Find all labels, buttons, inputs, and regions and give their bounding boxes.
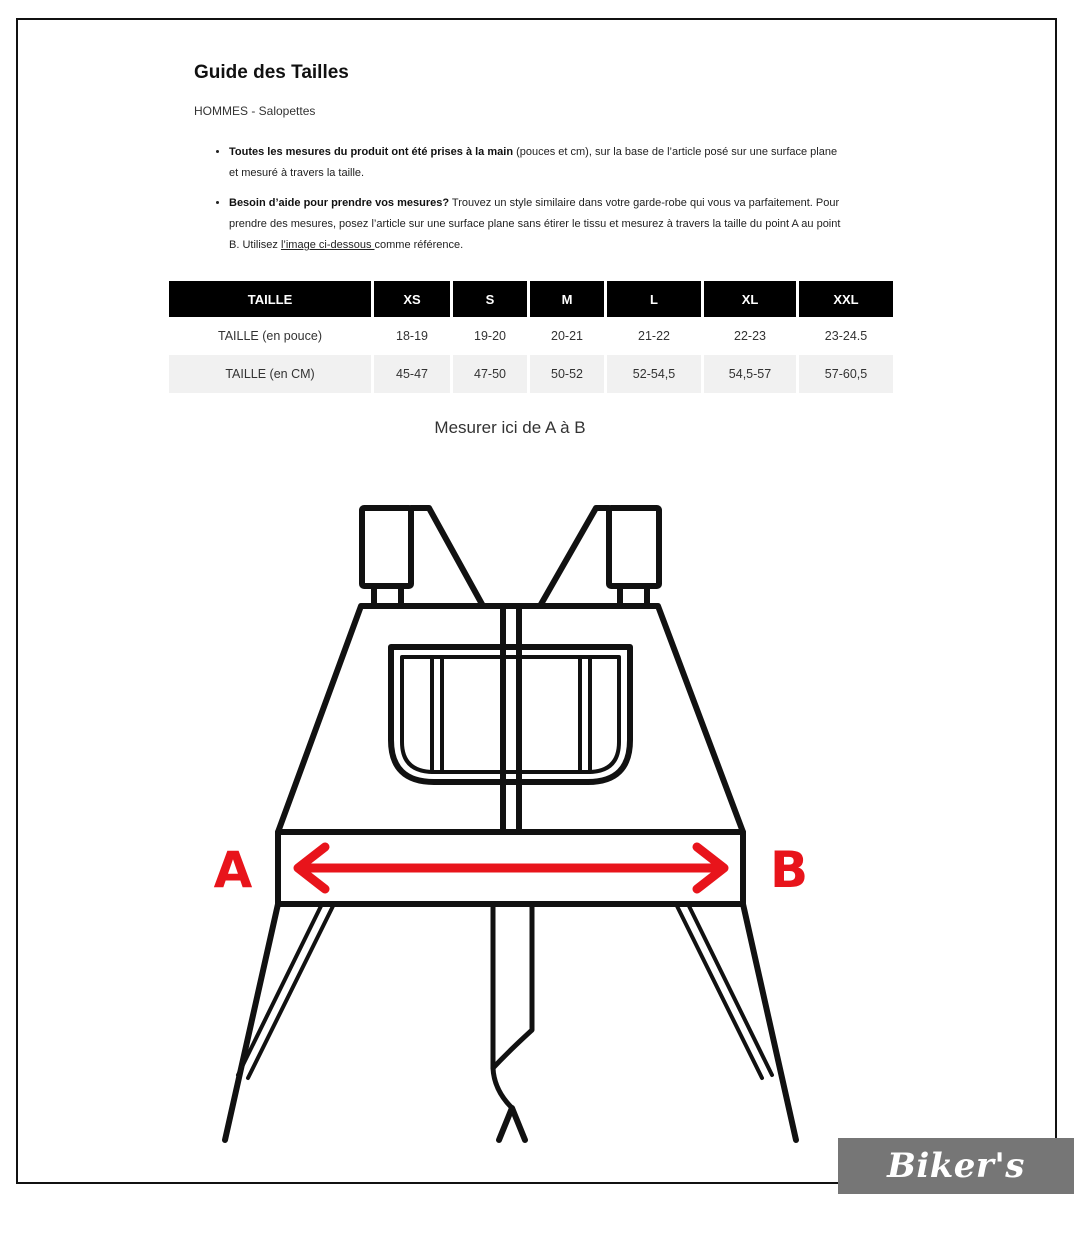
instruction-bold: Besoin d’aide pour prendre vos mesures? [229, 197, 450, 209]
header-s: S [453, 281, 527, 317]
header-xs: XS [374, 281, 450, 317]
table-cell: 19-20 [474, 329, 506, 343]
header-xl: XL [704, 281, 796, 317]
row-label: TAILLE (en CM) [169, 355, 371, 393]
table-cell: 20-21 [551, 329, 583, 343]
table-cell: 57-60,5 [799, 355, 893, 393]
crotch-seam [493, 1068, 512, 1108]
row-label: TAILLE (en pouce) [218, 329, 322, 343]
left-side-pocket [238, 904, 322, 1075]
fly-placket [493, 904, 532, 1068]
bikers-store-watermark: Biker's Store [838, 1138, 1074, 1194]
point-a-label: A [213, 841, 253, 899]
table-cell: 47-50 [453, 355, 527, 393]
instruction-bold: Toutes les mesures du produit ont été prises à la main [229, 146, 514, 158]
table-cell: 22-23 [734, 329, 766, 343]
header-l: L [607, 281, 701, 317]
page-title: Guide des Tailles [194, 62, 349, 83]
bib-pocket [391, 647, 630, 782]
right-strap [540, 508, 609, 606]
table-cell: 45-47 [374, 355, 450, 393]
header-xxl: XXL [799, 281, 893, 317]
instruction-text: (pouces et cm), sur la base de l’article posé sur une surface plane et mesuré à travers la taille. [229, 146, 838, 179]
table-cell: 54,5-57 [704, 355, 796, 393]
table-cell: 23-24.5 [824, 329, 868, 343]
left-strap [411, 508, 483, 606]
bib-pocket-inner [402, 657, 619, 772]
instruction-tail: comme référence. [374, 239, 464, 251]
table-cell: 50-52 [530, 355, 604, 393]
left-leg-outer [225, 904, 278, 1140]
table-cell: 21-22 [638, 329, 670, 343]
crotch [499, 1108, 525, 1140]
page-subtitle: HOMMES - Salopettes [194, 104, 316, 118]
left-strap-buckle [362, 508, 411, 586]
table-cell: 52-54,5 [607, 355, 701, 393]
measure-caption: Mesurer ici de A à B [434, 418, 586, 437]
instruction-text: Trouvez un style similaire dans votre garde-robe qui vous va parfaitement. Pour prendre des mesures, posez l’article sur une surface plane sans étirer le tissu et mesurez à travers la taille du point A au point B. Utilisez [229, 197, 841, 251]
right-leg-outer [743, 904, 796, 1140]
header-m: M [530, 281, 604, 317]
bib-outline [278, 606, 743, 832]
point-b-label: B [769, 841, 809, 899]
table-cell: 18-19 [396, 329, 428, 343]
reference-image-link[interactable]: l’image ci-dessous [280, 239, 375, 251]
right-strap-buckle [609, 508, 659, 586]
header-taille: TAILLE [169, 281, 371, 317]
